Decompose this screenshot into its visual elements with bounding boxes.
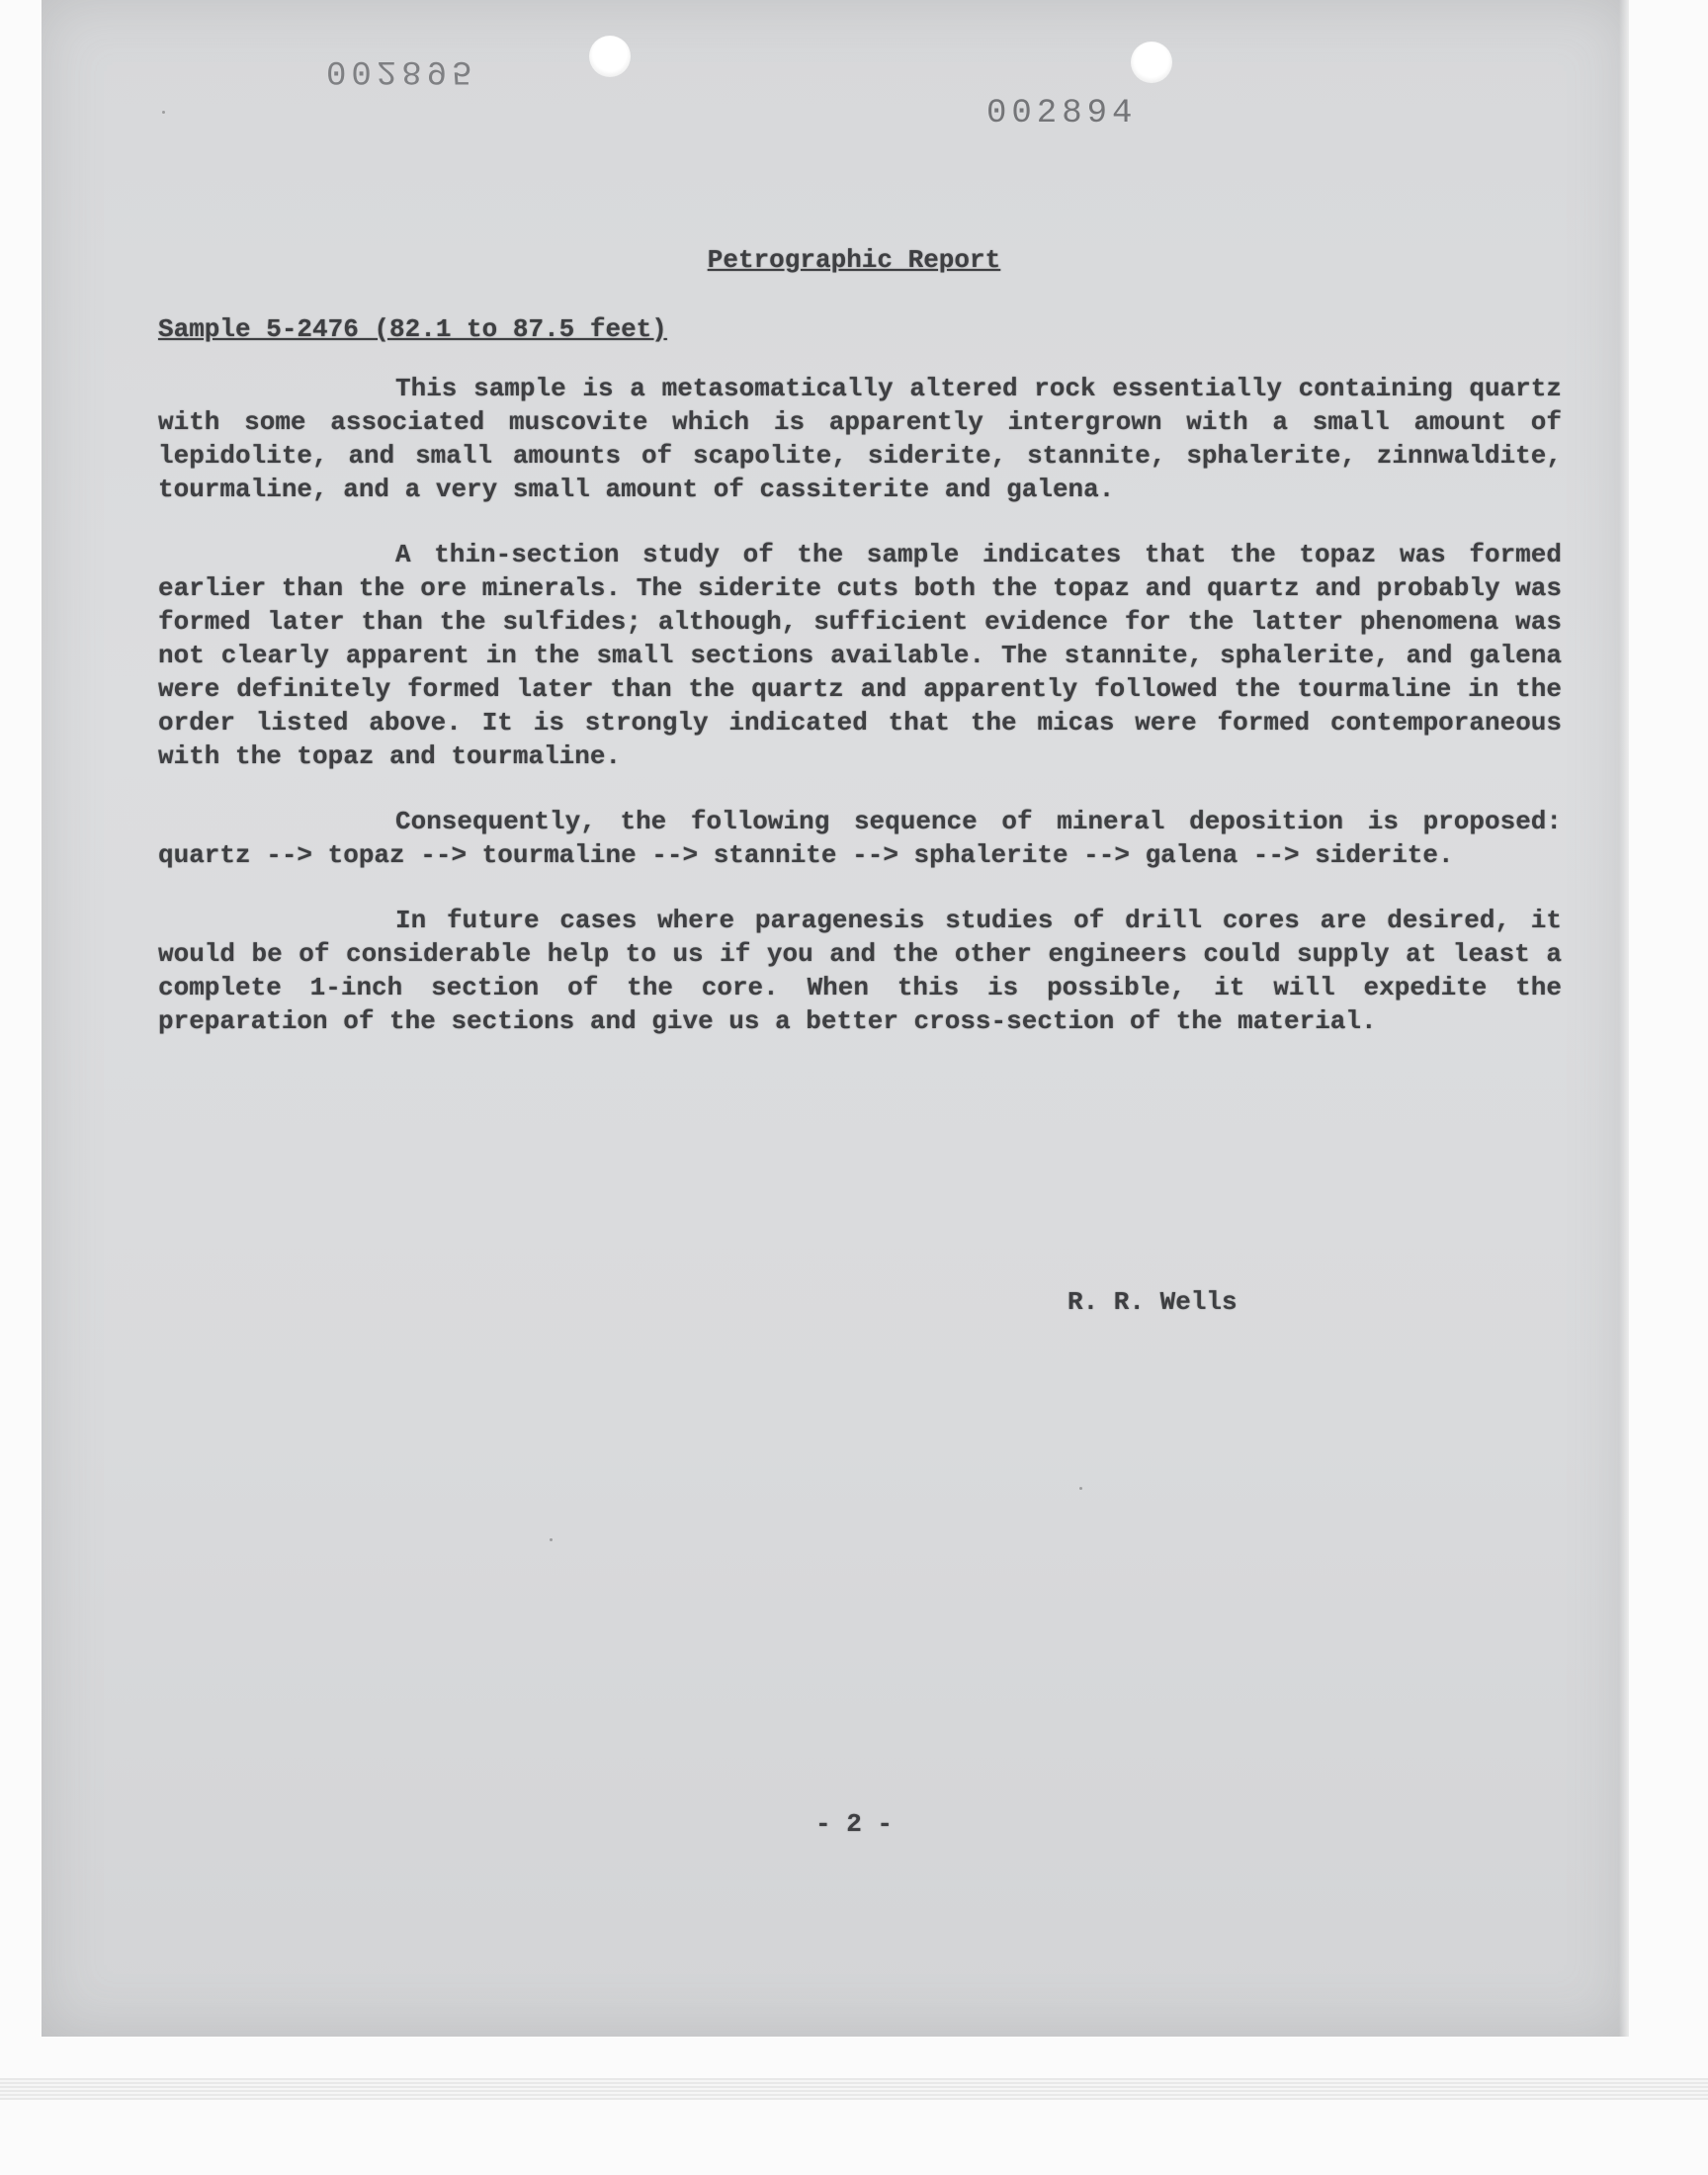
paragraph-request: In future cases where paragenesis studies of drill cores are desired, it would be of considerable help to us if you and the other engineers could supply at least a complete 1-inch section of the core. When this is possible, it will expedite the preparation of the sections and give us a better cross-section of the material.: [158, 906, 1562, 1036]
paragraph-thin-section: A thin-section study of the sample indicates that the topaz was formed earlier than the ore minerals. The siderite cuts both the topaz and quartz and probably was formed later than the sulfides; although, sufficient evidence for the latter phenomena was not clearly apparent in the small sections available. The stannite, sphalerite, and galena were definitely formed later than the quartz and apparently followed the tourmaline in the order listed above. It is strongly indicated that the micas were formed contemporaneous with the topaz and tourmaline.: [158, 540, 1562, 771]
page-number: - 2 -: [814, 1809, 893, 1839]
stamp-number-mirrored: 002895: [326, 51, 477, 89]
scan-speck: [1079, 1487, 1082, 1490]
scan-speck: [162, 111, 165, 114]
scan-speck: [550, 1538, 553, 1541]
punch-hole-left: [589, 36, 631, 77]
paragraph-sequence: Consequently, the following sequence of mineral deposition is proposed: quartz --> topaz --> tourmaline --> stannite --> sphalerite --> galena --> siderite.: [158, 807, 1562, 870]
page-edge-shadow: [1619, 0, 1629, 2037]
stamp-number: 002894: [986, 95, 1138, 132]
signature: R. R. Wells: [1068, 1287, 1238, 1317]
report-title: Petrographic Report: [707, 245, 1001, 275]
report-body: [158, 372, 1562, 1070]
paragraph-composition: This sample is a metasomatically altered rock essentially containing quartz with some associated muscovite which is apparently intergrown with a small amount of lepidolite, and small amounts of scapolite, siderite, stannite, sphalerite, zinnwaldite, tourmaline, and a very small amount of cassiterite and galena.: [158, 374, 1562, 504]
punch-hole-right: [1131, 42, 1172, 83]
scanner-bottom-strip: [0, 2078, 1708, 2100]
sample-heading: Sample 5-2476 (82.1 to 87.5 feet): [158, 314, 667, 344]
